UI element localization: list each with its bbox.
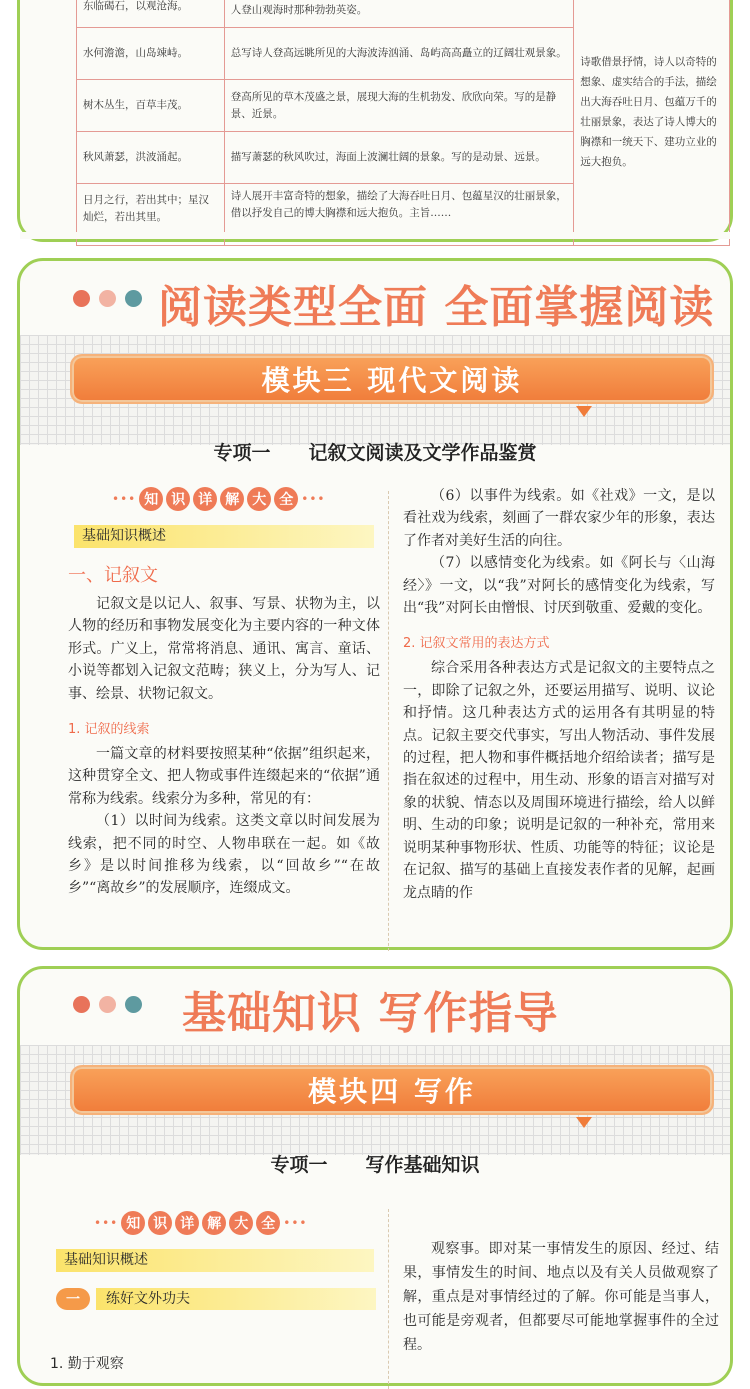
reading-section-card bbox=[17, 258, 733, 950]
dot-icon bbox=[73, 996, 90, 1013]
left-column bbox=[68, 555, 380, 900]
paragraph: 观察事。即对某一事情发生的原因、经过、结果，事情发生的时间、地点以及有关人员做观察了解，重点是对事情经过的了解。你可能是当事人，也可能是旁观者，但都要尽可能地掌握事件的全过程。 bbox=[403, 1241, 719, 1353]
badge-char: 知 bbox=[121, 1211, 145, 1235]
section-tag bbox=[56, 1288, 376, 1310]
basic-knowledge-label: 基础知识概述 bbox=[74, 525, 374, 548]
badge-char: 详 bbox=[193, 487, 217, 511]
poem-summary-text: 诗歌借景抒情，诗人以奇特的想象、虚实结合的手法，描绘出大海吞吐日月、包蕴万千的壮丽景象，表达了诗人博大的胸襟和一统天下、建功立业的远大抱负。 bbox=[580, 56, 717, 168]
poem-line: 日月之行，若出其中；星汉灿烂，若出其里。 bbox=[77, 184, 225, 246]
badge-char: 大 bbox=[229, 1211, 253, 1235]
column-divider bbox=[388, 491, 389, 951]
badge-char: 解 bbox=[220, 487, 244, 511]
poem-analysis-table bbox=[76, 0, 730, 246]
right-column bbox=[403, 1237, 719, 1357]
badge-char: 全 bbox=[274, 487, 298, 511]
poem-line: 树木丛生，百草丰茂。 bbox=[77, 80, 225, 132]
heading-expression: 2. 记叙文常用的表达方式 bbox=[403, 636, 550, 652]
tag-text: 练好文外功夫 bbox=[96, 1288, 376, 1310]
badge-char: 识 bbox=[148, 1211, 172, 1235]
poem-summary bbox=[574, 0, 730, 246]
section-slogan: 阅读类型全面 全面掌握阅读 bbox=[158, 282, 715, 333]
knowledge-badge bbox=[112, 487, 325, 511]
right-column bbox=[403, 485, 715, 904]
paragraph: （7）以感情变化为线索。如《阿长与〈山海经〉》一文，以“我”对阿长的感情变化为线索，写出“我”对阿长由憎恨、讨厌到敬重、爱戴的变化。 bbox=[403, 555, 715, 617]
badge-char: 识 bbox=[166, 487, 190, 511]
topic-number: 专项一 bbox=[270, 1154, 328, 1176]
topic-heading bbox=[20, 438, 730, 465]
banner-pointer-icon bbox=[576, 406, 592, 417]
badge-char: 大 bbox=[247, 487, 271, 511]
poem-explanation: 诗人展开丰富奇特的想象，描绘了大海吞吐日月、包蕴星汉的壮丽景象，借以抒发自己的博大胸襟和远大抱负。主旨…… bbox=[224, 184, 573, 246]
badge-char: 知 bbox=[139, 487, 163, 511]
basic-knowledge-label: 基础知识概述 bbox=[56, 1249, 374, 1272]
poem-line: 东临碣石，以观沧海。 bbox=[77, 0, 225, 28]
heading-clue: 1. 记叙的线索 bbox=[68, 722, 150, 738]
title-dots bbox=[73, 996, 142, 1013]
poem-analysis-card bbox=[17, 0, 733, 242]
heading-narrative: 一、记叙文 bbox=[68, 565, 158, 586]
dot-icon bbox=[125, 996, 142, 1013]
title-dots bbox=[73, 290, 142, 307]
knowledge-badge bbox=[94, 1211, 307, 1235]
topic-heading bbox=[20, 1150, 730, 1177]
writing-section-card bbox=[17, 966, 733, 1386]
paragraph: 记叙文是以记人、叙事、写景、状物为主，以人物的经历和事物发展变化为主要内容的一种文体形式。广义上，常常将消息、通讯、寓言、童话、小说等都划入记叙文范畴；狭义上，分为写人、记事、绘景、状物记叙文。 bbox=[68, 596, 380, 702]
module-title: 模块四 写作 bbox=[308, 1075, 476, 1108]
banner-pointer-icon bbox=[576, 1117, 592, 1128]
deco-dots-icon: ••• bbox=[283, 1216, 308, 1230]
module-banner bbox=[70, 1065, 714, 1115]
paragraph: 综合采用各种表达方式是记叙文的主要特点之一，即除了记叙之外，还要运用描写、说明、议论和抒情。这几种表达方式的运用各有其明显的特点。记叙主要交代事实，写出人物活动、事件发展的过程，把人物和事件概括地介绍给读者；描写是指在叙述的过程中，用生动、形象的语言对描写对象的状貌、情态以及周围环境进行描绘，给人以鲜明、生动的印象；说明是记叙的一种补充，常用来说明某种事物形状、性质、功能等的特征；议论是在记叙、描写的基础上直接发表作者的见解，起画龙点睛的作 bbox=[403, 660, 715, 901]
tag-number: 一 bbox=[56, 1288, 90, 1310]
poem-explanation: 登高所见的草木茂盛之景，展现大海的生机勃发、欣欣向荣。写的是静景、近景。 bbox=[224, 80, 573, 132]
deco-dots-icon: ••• bbox=[112, 492, 137, 506]
paragraph: （6）以事件为线索。如《社戏》一文，是以看社戏为线索，刻画了一群农家少年的形象，表达了作者对美好生活的向往。 bbox=[403, 488, 715, 549]
badge-char: 全 bbox=[256, 1211, 280, 1235]
table-row bbox=[77, 0, 730, 28]
dot-icon bbox=[99, 290, 116, 307]
poem-explanation: 总写诗人登高远眺所见的大海波涛汹涌、岛屿高高矗立的辽阔壮观景象。 bbox=[224, 28, 573, 80]
section-slogan: 基础知识 写作指导 bbox=[182, 988, 559, 1039]
deco-dots-icon: ••• bbox=[94, 1216, 119, 1230]
table-fade bbox=[20, 232, 730, 239]
dot-icon bbox=[125, 290, 142, 307]
column-divider bbox=[388, 1209, 389, 1389]
poem-line: 秋风萧瑟，洪波涌起。 bbox=[77, 132, 225, 184]
heading-observe: 1. 勤于观察 bbox=[50, 1356, 124, 1372]
topic-number: 专项一 bbox=[213, 442, 271, 464]
topic-title: 写作基础知识 bbox=[365, 1154, 480, 1176]
dot-icon bbox=[73, 290, 90, 307]
module-banner bbox=[70, 354, 714, 404]
deco-dots-icon: ••• bbox=[301, 492, 326, 506]
paragraph: 一篇文章的材料要按照某种“依据”组织起来，这种贯穿全文、把人物或事件连缀起来的“依据”通常称为线索。线索分为多种，常见的有： bbox=[68, 746, 380, 807]
paragraph: （1）以时间为线索。这类文章以时间发展为线索，把不同的时空、人物串联在一起。如《故乡》是以时间推移为线索，以“回故乡”“在故乡”“离故乡”的发展顺序，连缀成文。 bbox=[68, 813, 380, 897]
poem-explanation: 描写萧瑟的秋风吹过，海面上波澜壮阔的景象。写的是动景、远景。 bbox=[224, 132, 573, 184]
topic-title: 记叙文阅读及文学作品鉴赏 bbox=[308, 442, 537, 464]
poem-line: 水何澹澹，山岛竦峙。 bbox=[77, 28, 225, 80]
dot-icon bbox=[99, 996, 116, 1013]
module-title: 模块三 现代文阅读 bbox=[261, 364, 523, 397]
badge-char: 详 bbox=[175, 1211, 199, 1235]
poem-explanation: 人登山观海时那种勃勃英姿。 bbox=[224, 0, 573, 28]
badge-char: 解 bbox=[202, 1211, 226, 1235]
